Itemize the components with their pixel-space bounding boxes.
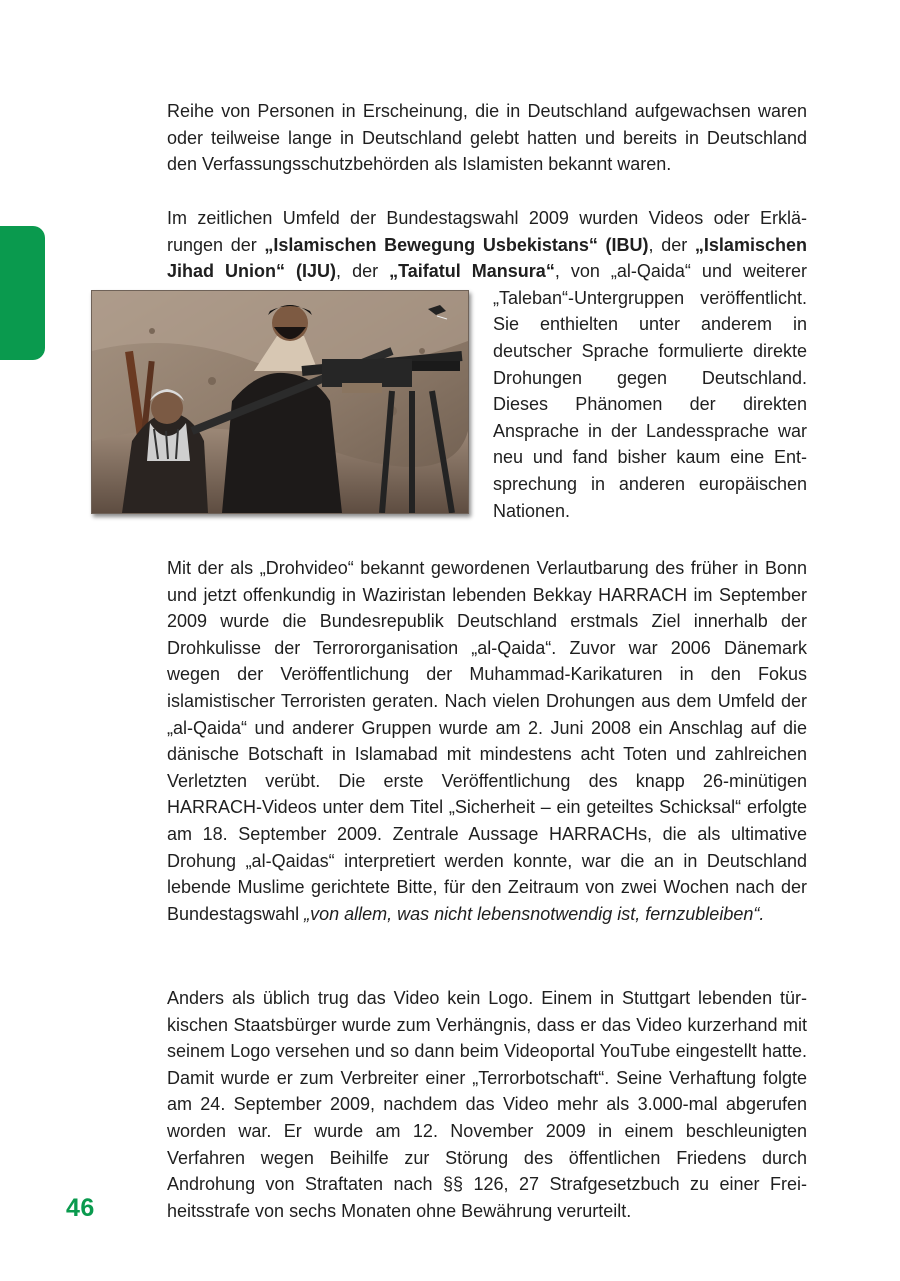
bold-taifatul-mansura: „Taifatul Mansura“: [389, 261, 555, 282]
paragraph-2: [167, 205, 807, 524]
paragraph-3-quote: „von allem, was nicht lebensnotwendig ist, fernzubleiben“.: [304, 903, 765, 924]
paragraph-3: [167, 555, 807, 927]
page-number: 46: [66, 1194, 95, 1222]
paragraph-2-text-3: , der: [336, 261, 390, 282]
bold-iju: „Islamischen Jihad Union“ (IJU): [167, 234, 807, 282]
militants-photo: [91, 290, 469, 514]
paragraph-3-text: Mit der als „Drohvideo“ bekannt gewordenen Verlautbarung des früher in Bonn und jetzt offenkundig in Waziristan lebenden Bekkay HARRACH im September 2009 wurde die Bundesrepublik Deutschland erstmals Ziel innerhalb der Drohkulisse der Terrororganisation „al-Qaida“. Zuvor war 2006 Dänemark wegen der Veröffentlichung der Muhammad-Karikaturen in den Fokus islamistischer Terroristen geraten. Nach vielen Drohungen aus dem Umfeld der „al-Qaida“ und anderer Gruppen wurde am 2. Juni 2008 ein Anschlag auf die dänische Botschaft in Islamabad mit mindestens acht Toten und zahlreichen Verletzten verübt. Die erste Veröffentlichung des knapp 26-minütigen HARRACH-Videos unter dem Titel „Sicherheit – ein geteiltes Schicksal“ erfolgte am 18. September 2009. Zentrale Aussage HARRACHs, die als ultimative Drohung „al-Qaidas“ interpretiert werden konnte, war die an in Deutschland lebende Muslime gerichtete Bitte, für den Zeitraum von zwei Wochen nach der Bundestagswahl: [167, 558, 807, 924]
paragraph-1: Reihe von Personen in Erscheinung, die in Deutschland aufgewachsen waren oder teilweise lange in Deutschland gelebt hatten und bereits in Deutschland den Verfassungsschutzbehörden als Islamisten bekannt waren.: [167, 101, 807, 175]
paragraph-4: Anders als üblich trug das Video kein Logo. Einem in Stuttgart lebenden türkischen Staatsbürger wurde zum Verhängnis, dass er das Video kurzerhand mit seinem Logo versehen und so dann beim Videoportal YouTube eingestellt hatte. Damit wurde er zum Verbreiter einer „Terrorbotschaft“. Seine Verhaftung folgte am 24. September 2009, nachdem das Video mehr als 3.000-mal abgerufen worden war. Er wurde am 12. November 2009 in einem beschleunigten Verfahren wegen Beihilfe zur Störung des öffentlichen Friedens durch Androhung von Straftaten nach §§ 126, 27 Strafgesetzbuch zu einer Freiheitsstrafe von sechs Monaten ohne Bewährung verurteilt.: [167, 988, 807, 1221]
bold-ibu: „Islamischen Bewegung Usbekistans“ (IBU): [264, 234, 649, 255]
chapter-tab-marker: [0, 226, 45, 360]
paragraph-2-text-4: , von „al-Qaida“ und weiterer „Taleban“-Untergruppen veröffentlicht. Sie enthielten unter anderem in deutscher Sprache formulierte direkte Drohungen gegen Deutschland. Dieses Phänomen der direkten Ansprache in der Landessprache war neu und fand bisher kaum eine Entsprechung in anderen europäischen Nationen.: [493, 261, 808, 521]
paragraph-2-text-2: , der: [648, 234, 695, 255]
paragraph-2-text-1: Im zeitlichen Umfeld der Bundestagswahl 2009 wurden Videos oder Erklärungen der: [167, 208, 807, 255]
photo-figure: [91, 290, 471, 516]
